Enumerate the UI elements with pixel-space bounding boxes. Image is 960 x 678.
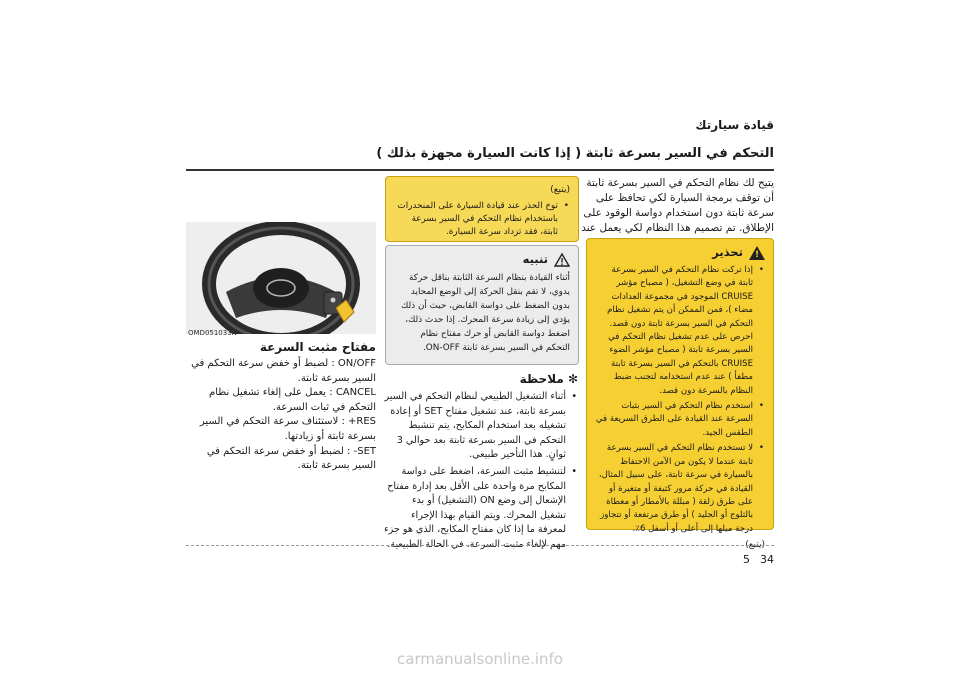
notes-item: • أثناء التشغيل الطبيعي لنظام التحكم في السير بسرعة ثابتة، عند تشغيل مفتاح SET أو إعادة تشغيله بعد استخدام المكابح، يتم تنشيط التحكم في السير بسرعة ثابتة بعد حوالي 3 ثوانٍ. هذا التأخير طبيعي. bbox=[384, 390, 566, 463]
notes-title: ملاحظة bbox=[519, 372, 564, 386]
figure-caption: OMD051033N bbox=[188, 329, 237, 337]
figure-item-set: SET- : لضبط أو خفض سرعة التحكم في السير بسرعة ثابتة. bbox=[206, 445, 376, 472]
watermark: carmanualsonline.info bbox=[397, 650, 563, 668]
intro-paragraph: يتيح لك نظام التحكم في السير بسرعة ثابتة أن توقف برمجة السيارة لكي تحافظ على سرعة ثابتة دون استخدام دواسة الوقود على الإطلاق. تم تصميم هذا النظام لكي يعمل عند bbox=[581, 177, 774, 234]
figure-title: مفتاح مثبت السرعة bbox=[259, 340, 376, 354]
notes-section bbox=[384, 372, 578, 555]
warning-list bbox=[595, 264, 765, 536]
figure-legend bbox=[186, 340, 376, 474]
warning-item: • لا تستخدم نظام التحكم في السير بسرعة ثابتة عندما لا يكون من الآمن الاحتفاظ بالسيارة في سرعة ثابتة، على سبيل المثال، القيادة في حركة مرور كثيفة أو متغيرة أو على طرق زلقة ( مبللة بالأمطار أو مغطاة بالثلوج أو الجليد ) أو طرق مرتفعة أو تتجاوز درجة ميلها إلى أعلى أو أسفل 6٪. bbox=[595, 442, 753, 536]
notes-list bbox=[384, 390, 578, 553]
continued-box bbox=[385, 176, 579, 242]
warning-item: • استخدم نظام التحكم في السير بثبات السرعة عند القيادة على الطرق السريعة في الطقس الجيد. bbox=[595, 400, 753, 440]
asterisk-icon: ✻ bbox=[567, 372, 578, 386]
figure-item-res: RES+ : لاستئناف سرعة التحكم في السير بسرعة ثابتة أو زيادتها. bbox=[199, 416, 376, 442]
steering-wheel-image bbox=[186, 222, 376, 334]
continued-tag: (يتبع) bbox=[745, 540, 765, 551]
caution-box bbox=[385, 245, 579, 365]
warning-box-header bbox=[595, 245, 765, 260]
page-title: التحكم في السير بسرعة ثابتة ( إذا كانت السيارة مجهزة بذلك ) bbox=[376, 146, 774, 161]
continued-list bbox=[394, 200, 570, 239]
warning-box-title: تحذير bbox=[712, 245, 743, 259]
chapter-number: 5 bbox=[743, 553, 750, 566]
continued-box-title: (يتبع) bbox=[550, 185, 570, 195]
notes-item: • لتنشيط مثبت السرعة، اضغط على دواسة المكابح مرة واحدة على الأقل بعد إدارة مفتاح الإشعال إلى وضع ON (التشغيل) أو بدء تشغيل المحرك. ويتم القيام بهذا الإجراء لمعرفة ما إذا كان مفتاح المكابح، الذي هو جزء مهم لإلغاء مثبت السرعة، في الحالة الطبيعية. bbox=[384, 465, 566, 553]
steering-wheel-icon bbox=[186, 222, 376, 334]
figure-item-cancel: CANCEL : يعمل على إلغاء تشغيل نظام التحكم في ثبات السرعة. bbox=[209, 387, 376, 413]
footer-rule bbox=[186, 545, 774, 546]
continued-item: • توخ الحذر عند قيادة السيارة على المنحدرات باستخدام نظام التحكم في السير بسرعة ثابتة، فقد تزداد سرعة السيارة. bbox=[394, 200, 558, 239]
caution-box-title: تنبيه bbox=[522, 252, 548, 266]
page-number: 34 bbox=[760, 553, 774, 566]
warning-box bbox=[586, 238, 774, 551]
caution-text: أثناء القيادة بنظام السرعة الثابتة بناقل حركة يدوي، لا تقم بنقل الحركة إلى الوضع المحايد بدون الضغط على دواسة القابض، حيث أن ذلك يؤدي إلى زيادة سرعة المحرك. إذا حدث ذلك، اضغط دواسة القابض أو حرك مفتاح نظام التحكم في السير بسرعة ثابتة ON-OFF. bbox=[401, 273, 570, 353]
caution-box-header bbox=[394, 252, 570, 267]
figure-items bbox=[186, 357, 376, 474]
notes-header bbox=[384, 372, 578, 386]
title-rule bbox=[186, 169, 774, 171]
warning-item: • إذا تركت نظام التحكم في السير بسرعة ثابتة في وضع التشغيل، ( مصباح مؤشر CRUISE الموجود في مجموعة العدادات مضاء )، فمن الممكن أن يتم تشغيل نظام التحكم في السير بسرعة ثابتة دون قصد. احرص على عدم تشغيل نظام التحكم في السير بسرعة ثابتة ( مصباح مؤشر الضوء CRUISE بالتحكم في السير بسرعة ثابتة مطفأ ) عند عدم استخدامه لتجنب ضبط النظام بالسرعة دون قصد. bbox=[595, 264, 753, 398]
warning-triangle-icon bbox=[749, 246, 765, 260]
caution-triangle-icon bbox=[554, 253, 570, 267]
figure-item-on-off: ON/OFF : لضبط أو خفض سرعة التحكم في السير بسرعة ثابتة. bbox=[191, 358, 376, 384]
section-label: قيادة سيارتك bbox=[695, 118, 774, 132]
